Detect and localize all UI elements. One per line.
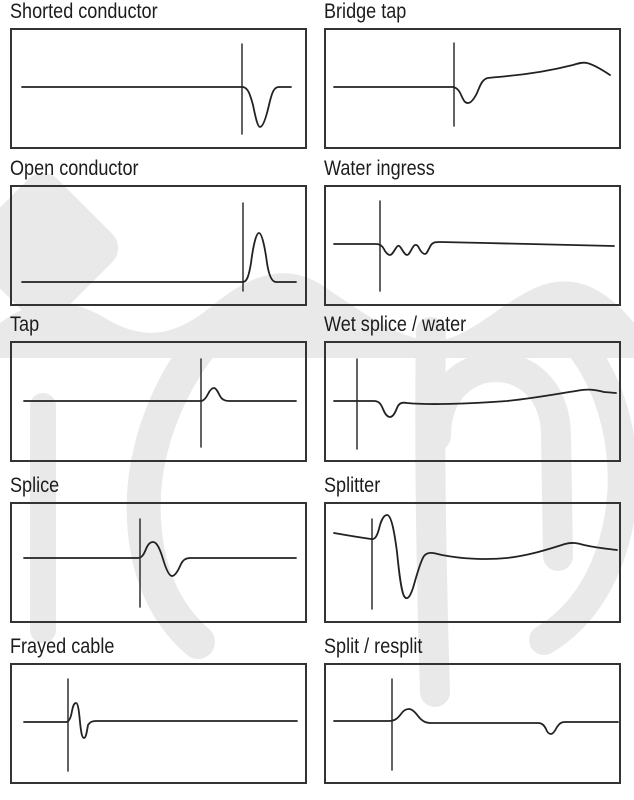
tdr-trace (334, 242, 614, 255)
panel-split-resplit (324, 637, 621, 784)
trace-box (10, 185, 307, 306)
tdr-trace (24, 542, 296, 576)
tdr-trace (334, 515, 617, 598)
trace-figure (326, 504, 619, 621)
trace-box (10, 28, 307, 149)
trace-figure (326, 30, 619, 147)
trace-figure (12, 504, 305, 621)
panel-title: Frayed cable (10, 635, 115, 658)
panel-title: Split / resplit (324, 635, 423, 658)
tdr-trace (24, 388, 296, 401)
tdr-trace (334, 390, 616, 417)
panel-title: Bridge tap (324, 0, 407, 23)
trace-box (10, 502, 307, 623)
panel-open-conductor (10, 159, 307, 306)
panel-title: Tap (10, 313, 40, 336)
trace-box (324, 28, 621, 149)
tdr-trace (22, 87, 291, 127)
panel-title: Splitter (324, 474, 381, 497)
panel-splice (10, 476, 307, 623)
trace-figure (326, 343, 619, 460)
tdr-trace (334, 63, 610, 103)
trace-figure (12, 343, 305, 460)
trace-figure (12, 30, 305, 147)
tdr-trace (24, 703, 297, 738)
tdr-trace (334, 709, 618, 734)
panel-tap (10, 315, 307, 462)
trace-box (324, 341, 621, 462)
trace-figure (12, 665, 305, 782)
panel-title: Water ingress (324, 157, 435, 180)
tdr-trace (22, 233, 296, 282)
panel-wet-splice-water (324, 315, 621, 462)
panel-title: Splice (10, 474, 60, 497)
trace-box (324, 185, 621, 306)
panel-title: Shorted conductor (10, 0, 158, 23)
trace-box (10, 341, 307, 462)
panel-water-ingress (324, 159, 621, 306)
panel-bridge-tap (324, 2, 621, 149)
trace-box (10, 663, 307, 784)
panel-frayed-cable (10, 637, 307, 784)
trace-figure (326, 665, 619, 782)
trace-figure (326, 187, 619, 304)
panel-splitter (324, 476, 621, 623)
panel-title: Wet splice / water (324, 313, 467, 336)
panel-shorted-conductor (10, 2, 307, 149)
trace-box (324, 663, 621, 784)
panel-title: Open conductor (10, 157, 139, 180)
trace-box (324, 502, 621, 623)
trace-figure (12, 187, 305, 304)
